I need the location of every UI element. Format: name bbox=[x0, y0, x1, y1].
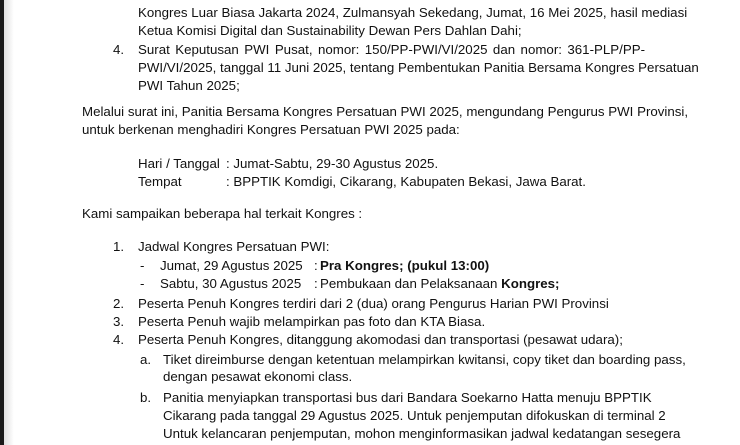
convey-line: Kami sampaikan beberapa hal terkait Kongres : bbox=[82, 206, 363, 221]
intro-line2: untuk berkenan menghadiri Kongres Persatuan PWI 2025 pada: bbox=[82, 122, 460, 137]
point-2-text: Peserta Penuh Kongres terdiri dari 2 (dua) orang Pengurus Harian PWI Provinsi bbox=[138, 296, 609, 311]
subpoint-b-label: b. bbox=[140, 390, 152, 405]
agenda-2-date: Sabtu, 30 Agustus 2025 bbox=[160, 276, 302, 291]
agenda-2-dash: - bbox=[140, 276, 145, 291]
agenda-1-date: Jumat, 29 Agustus 2025 bbox=[160, 258, 303, 273]
agenda-1-colon: : bbox=[314, 258, 318, 273]
subpoint-a-line2: dengan pesawat ekonomi class. bbox=[163, 369, 353, 384]
item4-number: 4. bbox=[113, 42, 125, 57]
item3-line1: Kongres Luar Biasa Jakarta 2024, Zulmansyah Sekedang, Jumat, 16 Mei 2025, hasil mediasi bbox=[138, 5, 688, 20]
subpoint-a-label: a. bbox=[140, 352, 152, 367]
intro-line1: Melalui surat ini, Panitia Bersama Kongres Persatuan PWI 2025, mengundang Pengurus PWI Provinsi, bbox=[82, 104, 689, 119]
point-3-text: Peserta Penuh wajib melampirkan pas foto dan KTA Biasa. bbox=[138, 314, 486, 329]
subpoint-a-line1: Tiket direimburse dengan ketentuan melampirkan kwitansi, copy tiket dan boarding pass, bbox=[163, 352, 686, 367]
page-edge-shadow bbox=[4, 0, 14, 445]
agenda-2-colon: : bbox=[314, 276, 318, 291]
item3-line2: Ketua Komisi Digital dan Sustainability Dewan Pers Dahlan Dahi; bbox=[138, 23, 522, 38]
agenda-1-text: Pra Kongres; (pukul 13:00) bbox=[320, 258, 490, 273]
subpoint-b-line1: Panitia menyiapkan transportasi bus dari Bandara Soekarno Hatta menuju BPPTIK bbox=[163, 390, 652, 405]
item4-line3: PWI Tahun 2025; bbox=[138, 78, 240, 93]
place-value: : BPPTIK Komdigi, Cikarang, Kabupaten Bekasi, Jawa Barat. bbox=[226, 174, 586, 189]
day-value: : Jumat-Sabtu, 29-30 Agustus 2025. bbox=[226, 156, 439, 171]
subpoint-b-line2: Cikarang pada tanggal 29 Agustus 2025. Untuk penjemputan difokuskan di terminal 2 bbox=[163, 408, 666, 423]
agenda-2-text-bold: Kongres; bbox=[501, 276, 560, 291]
point-3-number: 3. bbox=[113, 314, 125, 329]
agenda-2-text-plain: Pembukaan dan Pelaksanaan bbox=[320, 276, 502, 291]
point-2-number: 2. bbox=[113, 296, 125, 311]
place-label: Tempat bbox=[138, 174, 182, 189]
item4-line1: Surat Keputusan PWI Pusat, nomor: 150/PP-PWI/VI/2025 dan nomor: 361-PLP/PP- bbox=[138, 42, 645, 57]
point-4-text: Peserta Penuh Kongres, ditanggung akomodasi dan transportasi (pesawat udara); bbox=[138, 332, 623, 347]
agenda-2-text bbox=[320, 276, 560, 292]
agenda-1-dash: - bbox=[140, 258, 145, 273]
subpoint-b-line3: Untuk kelancaran penjemputan, mohon menginformasikan jadwal kedatangan sesegera bbox=[163, 426, 681, 441]
point-4-number: 4. bbox=[113, 332, 125, 347]
point-1-number: 1. bbox=[113, 239, 125, 254]
item4-line2: PWI/VI/2025, tanggal 11 Juni 2025, tentang Pembentukan Panitia Bersama Kongres Persatuan bbox=[138, 60, 699, 75]
day-label: Hari / Tanggal bbox=[138, 156, 220, 171]
point-1-text: Jadwal Kongres Persatuan PWI: bbox=[138, 239, 330, 254]
